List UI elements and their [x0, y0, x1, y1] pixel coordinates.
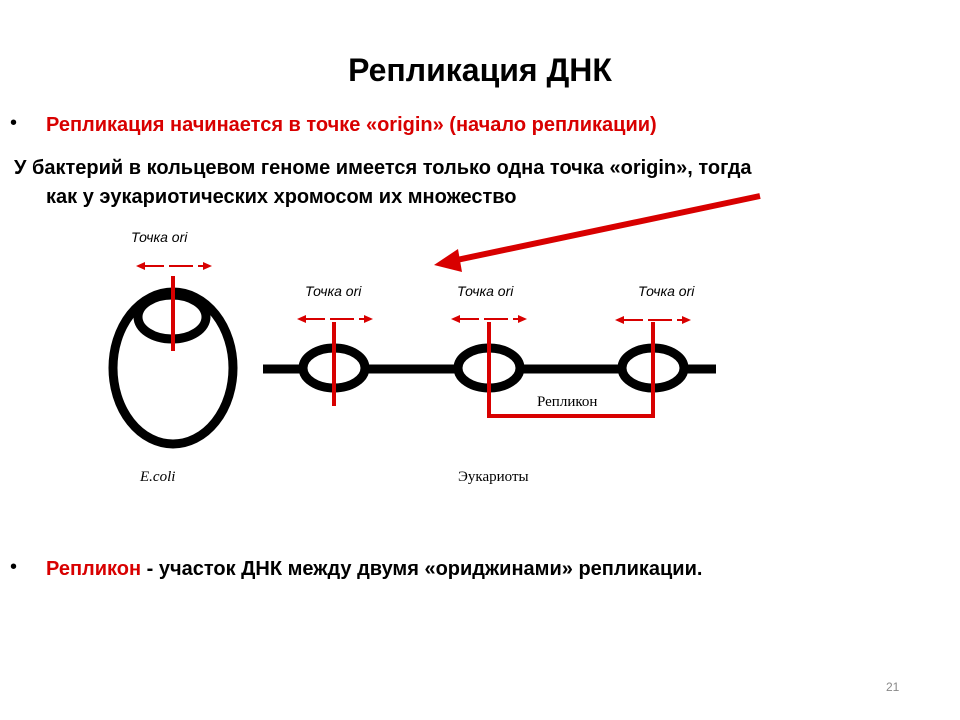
bullet-bacteria-line2: как у эукариотических хромосом их множество — [46, 186, 517, 208]
ori-label-1: Точка ori — [305, 283, 362, 299]
bullet-dot: • — [10, 556, 18, 578]
bullet-replicon — [46, 558, 702, 581]
replicon-label: Репликон — [537, 394, 598, 410]
ecoli-fork-arrow-right — [203, 262, 212, 270]
pointer-arrow-line — [452, 196, 760, 261]
bullet-bacteria-line1: У бактерий в кольцевом геноме имеется только одна точка «origin», тогда — [14, 157, 752, 179]
bullet-origin: Репликация начинается в точке «origin» (начало репликации) — [46, 114, 657, 136]
pointer-arrow-head — [434, 249, 462, 272]
ori-label-ecoli: Точка ori — [131, 229, 188, 245]
page-number: 21 — [886, 680, 900, 694]
ecoli-fork-arrow-left — [136, 262, 145, 270]
slide-title: Репликация ДНК — [348, 52, 612, 88]
bullet-dot: • — [10, 112, 18, 134]
replicon-term: Репликон — [46, 558, 142, 580]
ori-label-3: Точка ori — [638, 283, 695, 299]
ecoli-label: E.coli — [140, 469, 176, 485]
replicon-definition: - участок ДНК между двумя «ориджинами» репликации. — [141, 558, 703, 580]
ori-label-2: Точка ori — [457, 283, 514, 299]
eukaryotes-label: Эукариоты — [458, 469, 529, 485]
